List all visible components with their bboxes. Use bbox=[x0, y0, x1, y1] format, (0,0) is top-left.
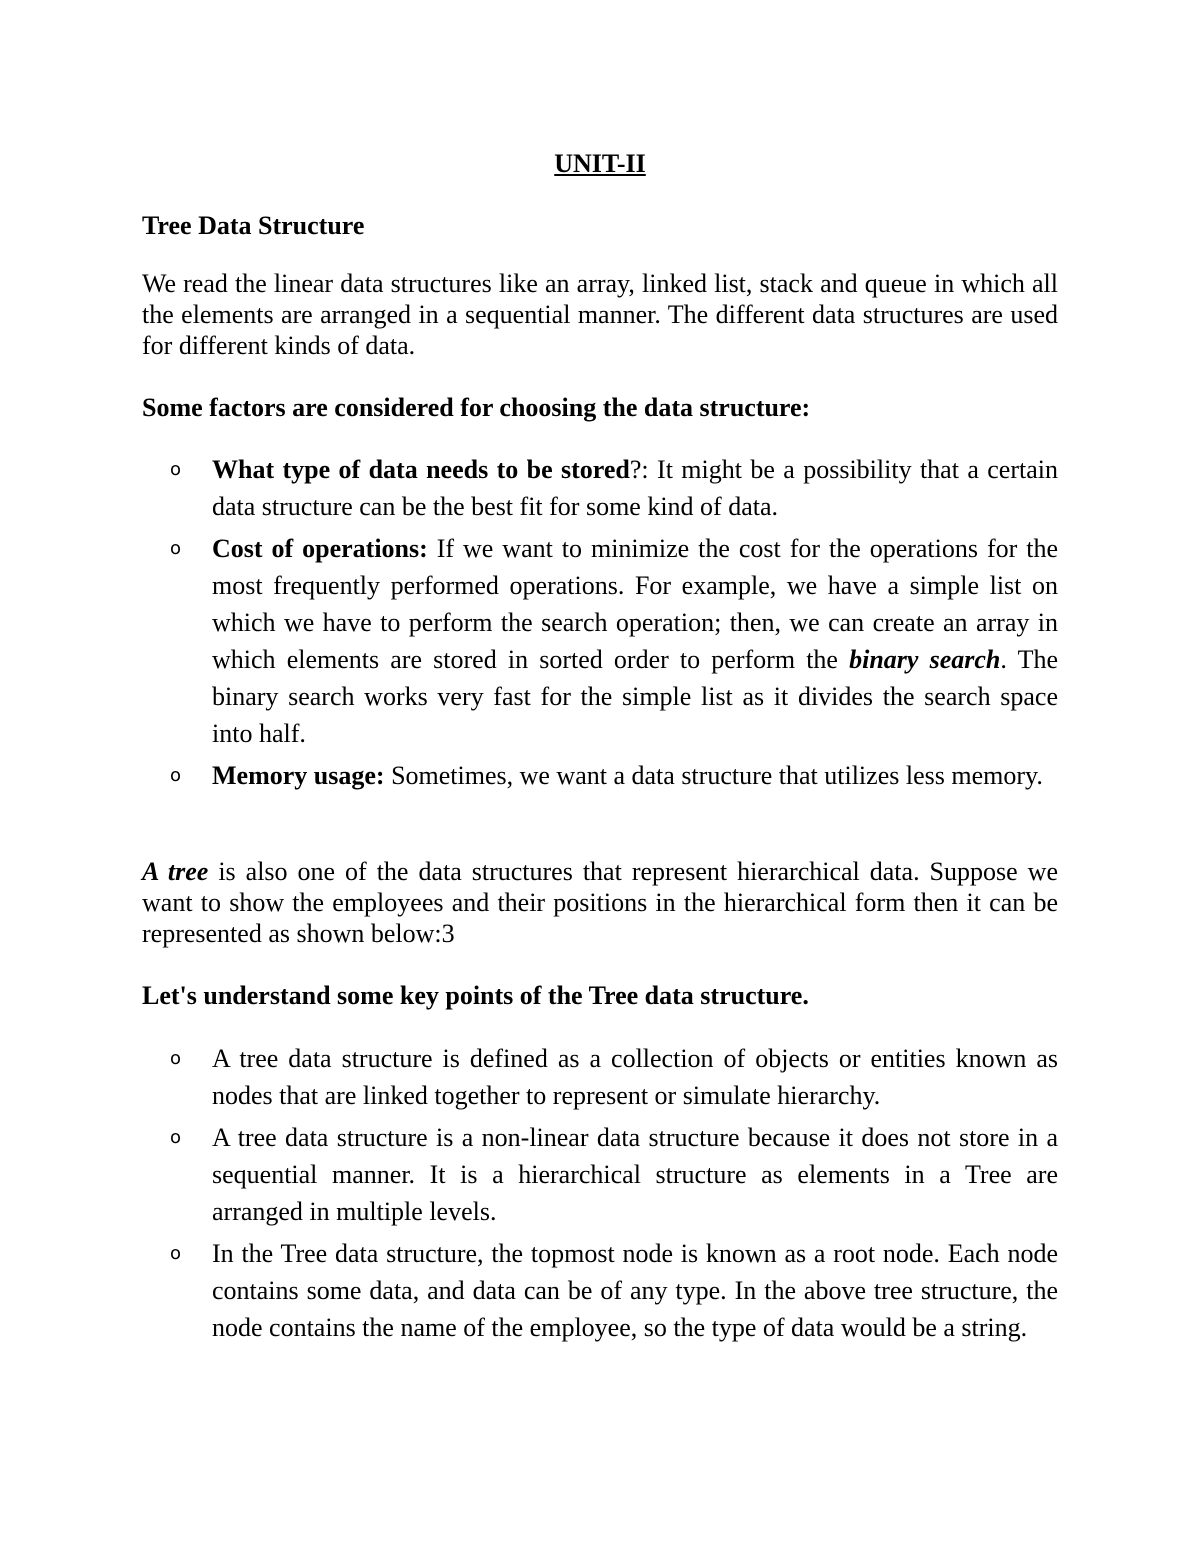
key-point-text: In the Tree data structure, the topmost node is known as a root node. Each node contains some data, and data can be of any type. In the above tree structure, the node contains the name of the employee, so the type of data would be a string. bbox=[212, 1239, 1058, 1342]
tree-text: is also one of the data structures that represent hierarchical data. Suppose we want to show the employees and their positions in the hierarchical form then it can be represented as shown below:3 bbox=[142, 857, 1058, 948]
factors-list bbox=[170, 451, 1058, 799]
bullet-icon: o bbox=[170, 1243, 182, 1264]
bullet-icon: o bbox=[170, 1048, 182, 1069]
bullet-icon: o bbox=[170, 765, 182, 786]
tree-paragraph bbox=[142, 856, 1058, 949]
key-points-list bbox=[170, 1040, 1058, 1351]
unit-title: UNIT-II bbox=[554, 149, 646, 178]
key-point-text: A tree data structure is defined as a collection of objects or entities known as nodes that are linked together to represent or simulate hierarchy. bbox=[212, 1044, 1058, 1110]
factor-term: Cost of operations: bbox=[212, 534, 428, 563]
factor-text: Sometimes, we want a data structure that utilizes less memory. bbox=[384, 761, 1043, 790]
factor-term: Memory usage: bbox=[212, 761, 385, 790]
list-item bbox=[170, 1235, 1058, 1346]
factors-heading: Some factors are considered for choosing the data structure: bbox=[142, 393, 811, 422]
intro-paragraph: We read the linear data structures like an array, linked list, stack and queue in which all the elements are arranged in a sequential manner. The different data structures are used for different kinds of data. bbox=[142, 269, 1058, 360]
list-item bbox=[170, 1040, 1058, 1114]
factor-text: . The binary search works very fast for the simple list as it divides the search space into half. bbox=[212, 645, 1059, 748]
list-item bbox=[170, 1119, 1058, 1230]
list-item bbox=[170, 451, 1058, 525]
list-item bbox=[170, 757, 1058, 794]
bullet-icon: o bbox=[170, 1127, 182, 1148]
factor-emphasis: binary search bbox=[849, 645, 1001, 674]
list-item bbox=[170, 530, 1058, 752]
key-point-text: A tree data structure is a non-linear data structure because it does not store in a sequential manner. It is a hierarchical structure as elements in a Tree are arranged in multiple levels. bbox=[212, 1123, 1058, 1226]
bullet-icon: o bbox=[170, 538, 182, 559]
bullet-icon: o bbox=[170, 459, 182, 480]
factor-text: If we want to minimize the cost for the operations for the most frequently performed operations. For example, we have a simple list on which we have to perform the search operation; then, we can create an array in which elements are stored in sorted order to perform the bbox=[212, 534, 1058, 674]
tree-emphasis: A tree bbox=[142, 857, 209, 886]
factor-text: ?: It might be a possibility that a certain data structure can be the best fit for some kind of data. bbox=[212, 455, 1058, 521]
section-title: Tree Data Structure bbox=[142, 211, 365, 240]
key-points-heading: Let's understand some key points of the Tree data structure. bbox=[142, 981, 809, 1010]
factor-term: What type of data needs to be stored bbox=[212, 455, 630, 484]
